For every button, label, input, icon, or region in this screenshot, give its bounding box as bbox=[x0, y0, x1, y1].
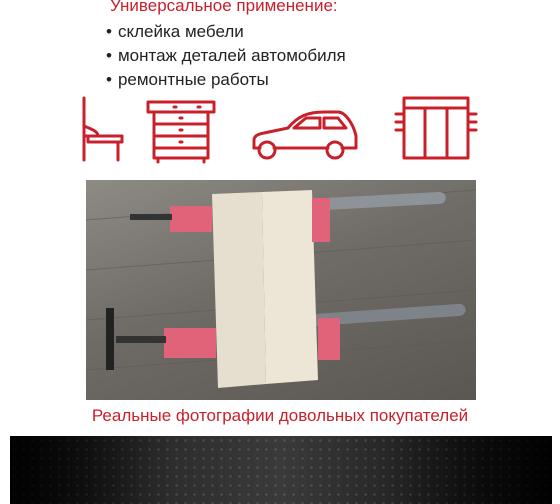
chair-icon bbox=[80, 96, 126, 162]
car-icon bbox=[250, 108, 362, 164]
dresser-icon bbox=[146, 98, 216, 164]
applications-list bbox=[106, 20, 346, 92]
cabinet-icon bbox=[394, 96, 480, 162]
photo-caption: Реальные фотографии довольных покупателей bbox=[91, 406, 469, 425]
list-item: • ремонтные работы bbox=[106, 68, 346, 92]
banner-shading bbox=[10, 436, 552, 504]
decorative-banner bbox=[10, 436, 552, 504]
section-heading: Универсальное применение: bbox=[110, 0, 338, 15]
list-item: • монтаж деталей автомобиля bbox=[106, 44, 346, 68]
customer-photo bbox=[86, 180, 476, 400]
list-item: • склейка мебели bbox=[106, 20, 346, 44]
